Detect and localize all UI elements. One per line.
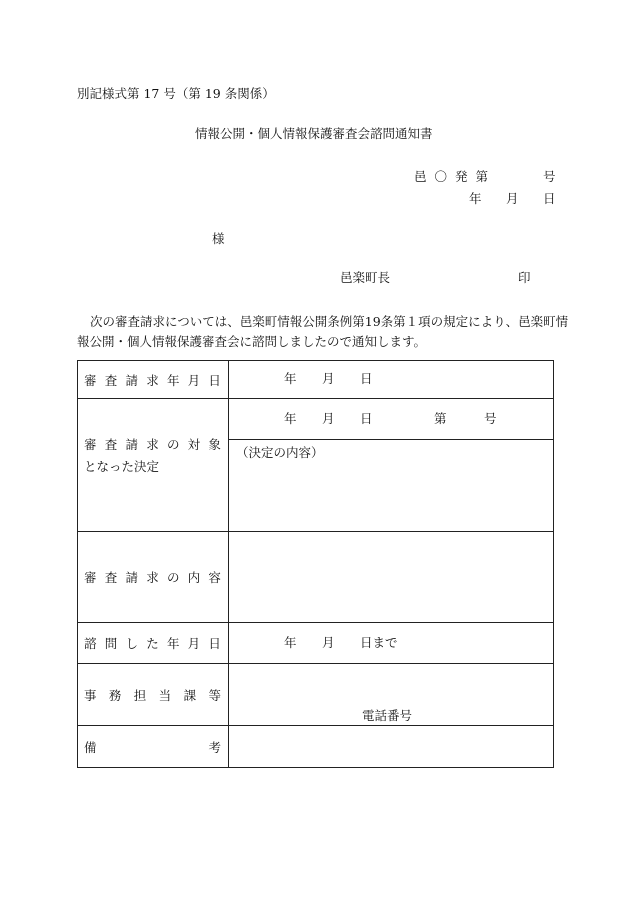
ref-char: 第	[475, 169, 488, 184]
row-request-date	[78, 361, 554, 399]
year-unit: 年	[284, 635, 297, 650]
date-day: 日	[543, 191, 556, 206]
label-cell	[78, 361, 229, 399]
label-remarks: 備 考	[84, 739, 221, 755]
date-month: 月	[506, 191, 519, 206]
value-remarks[interactable]	[229, 726, 554, 768]
month-unit: 月	[322, 371, 335, 386]
date-year: 年	[469, 191, 482, 206]
label-cell	[78, 532, 229, 623]
label-request-date: 審 査 請 求 年 月 日	[84, 372, 221, 388]
label-target-decision: 審 査 請 求 の 対 象 となった決定	[84, 437, 221, 474]
label-request-content: 審 査 請 求 の 内 容	[84, 570, 221, 585]
value-decision-content[interactable]	[229, 440, 554, 532]
month-unit: 月	[322, 635, 335, 650]
ref-char: 邑	[414, 169, 427, 184]
month-unit: 月	[322, 411, 335, 426]
year-unit: 年	[284, 411, 297, 426]
ref-char: 〇	[434, 169, 447, 184]
row-request-content	[78, 532, 554, 623]
form-number: 別記様式第 17 号（第 19 条関係）	[77, 86, 275, 101]
label-cell	[78, 623, 229, 664]
value-decision-date[interactable]	[229, 399, 554, 440]
label-cell	[78, 399, 229, 532]
ref-char: 発	[454, 169, 468, 184]
year-unit: 年	[284, 371, 297, 386]
label-office: 事 務 担 当 課 等	[84, 687, 221, 703]
phone-label: 電話番号	[362, 708, 413, 723]
ref-go: 号	[543, 169, 556, 184]
go-label: 号	[484, 411, 497, 426]
label-cell	[78, 664, 229, 726]
row-office	[78, 664, 554, 726]
label-cell	[78, 726, 229, 768]
value-office[interactable]	[229, 664, 554, 726]
day-until: 日まで	[360, 635, 398, 650]
row-remarks	[78, 726, 554, 768]
row-target-decision-date	[78, 399, 554, 440]
decision-note: （決定の内容）	[236, 445, 324, 460]
day-unit: 日	[360, 371, 373, 386]
day-unit: 日	[360, 411, 373, 426]
value-request-content[interactable]	[229, 532, 554, 623]
value-request-date[interactable]	[229, 361, 554, 399]
document-title: 情報公開・個人情報保護審査会諮問通知書	[195, 126, 433, 141]
body-line-2: 報公開・個人情報保護審査会に諮問しましたので通知します。	[77, 334, 427, 349]
row-inquiry-date	[78, 623, 554, 664]
request-table	[77, 360, 554, 768]
body-line-1: 次の審査請求については、邑楽町情報公開条例第19条第１項の規定により、邑楽町情	[90, 314, 569, 329]
seal-mark: 印	[518, 270, 531, 285]
reference-number	[414, 171, 488, 184]
sender-name: 邑楽町長	[340, 270, 391, 285]
label-inquiry-date: 諮 問 し た 年 月 日	[84, 636, 221, 651]
dai-label: 第	[434, 411, 447, 426]
value-inquiry-date[interactable]	[229, 623, 554, 664]
addressee-sama: 様	[212, 231, 225, 246]
